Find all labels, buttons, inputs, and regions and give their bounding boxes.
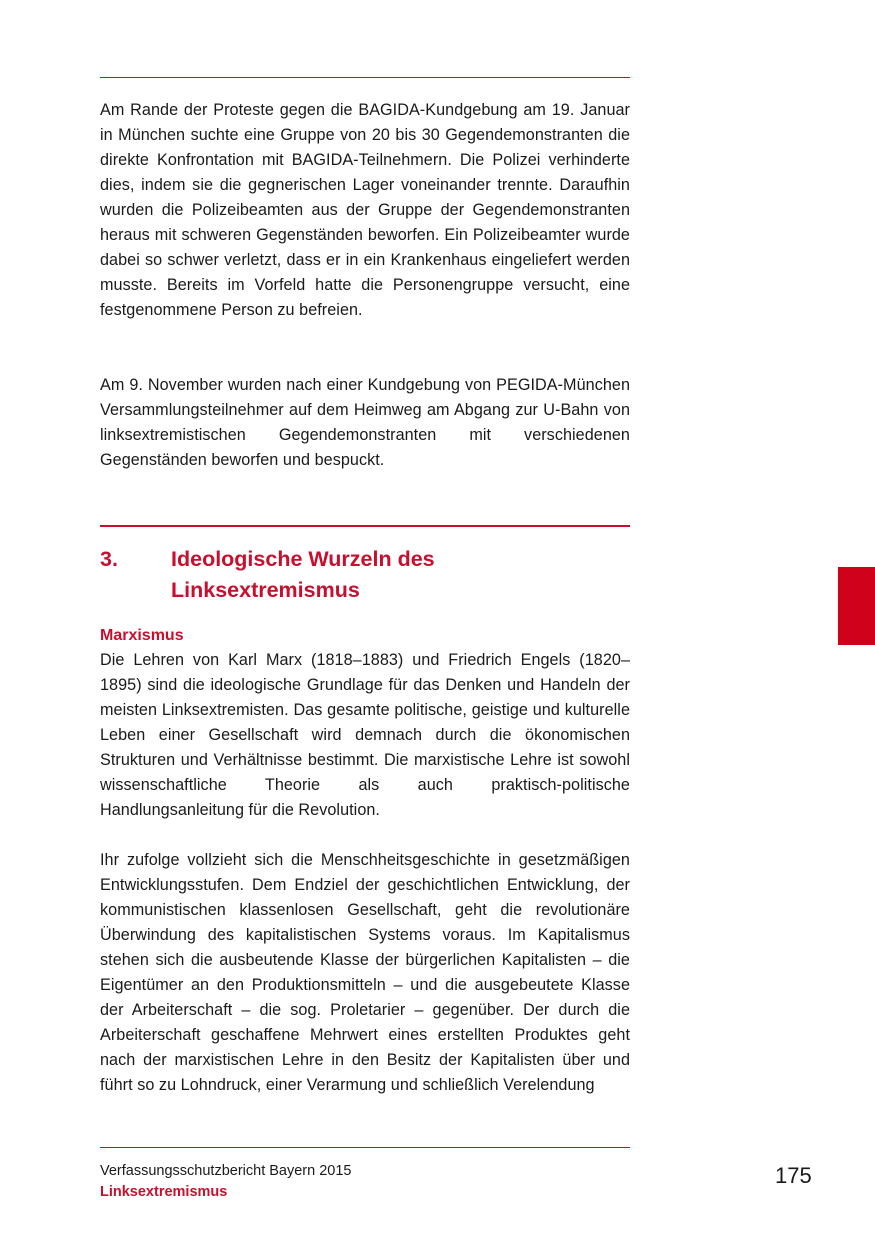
section-rule — [100, 525, 630, 527]
footer-rule — [100, 1147, 630, 1148]
paragraph-bagida: Am Rande der Proteste gegen die BAGIDA-Kundgebung am 19. Januar in München suchte eine Gruppe von 20 bis 30 Gegendemonstranten die direkte Konfrontation mit BAGIDA-Teilnehmern. Die Polizei verhinderte dies, indem sie die gegnerischen Lager voneinander trennte. Daraufhin wurden die Polizeibeamten aus der Gruppe der Gegendemonstranten heraus mit schweren Gegenständen beworfen. Ein Polizeibeamter wurde dabei so schwer verletzt, dass er in ein Krankenhaus eingeliefert werden musste. Bereits im Vorfeld hatte die Personengruppe versucht, eine festgenommene Person zu befreien. — [100, 101, 630, 319]
subheading-marxismus: Marxismus — [100, 627, 184, 644]
top-rule — [100, 77, 630, 78]
section-title — [171, 544, 611, 606]
page-number: 175 — [775, 1163, 812, 1188]
footer-publication: Verfassungsschutzbericht Bayern 2015 — [100, 1163, 352, 1179]
paragraph-marx-engels: Die Lehren von Karl Marx (1818–1883) und Friedrich Engels (1820–1895) sind die ideologische Grundlage für das Denken und Handeln der meisten Linksextremisten. Das gesamte politische, geistige und kulturelle Leben einer Gesellschaft wird demnach durch die ökonomischen Strukturen und Verhältnisse bestimmt. Die marxistische Lehre ist sowohl wissenschaftliche Theorie als auch praktisch-politische Handlungsanleitung für die Revolution. — [100, 651, 630, 819]
section-title-line1: Ideologische Wurzeln des — [171, 547, 435, 571]
section-title-line2: Linksextremismus — [171, 578, 360, 602]
section-number: 3. — [100, 547, 118, 571]
paragraph-menschheitsgeschichte: Ihr zufolge vollzieht sich die Menschheitsgeschichte in gesetzmäßigen Entwicklungsstufen. Dem Endziel der geschichtlichen Entwicklung, der kommunistischen klassenlosen Gesellschaft, geht die revolutionäre Überwindung des kapitalistischen Systems voraus. Im Kapitalismus stehen sich die ausbeutende Klasse der bürgerlichen Kapitalisten – die Eigentümer an den Produktionsmitteln – und die ausgebeutete Klasse der Arbeiterschaft – die sog. Proletarier – gegenüber. Der durch die Arbeiterschaft geschaffene Mehrwert eines erstellten Produktes geht nach der marxistischen Lehre in den Besitz der Kapitalisten über und führt so zu Lohndruck, einer Verarmung und schließlich Verelendung — [100, 851, 630, 1094]
chapter-tab-marker — [838, 567, 875, 645]
paragraph-pegida: Am 9. November wurden nach einer Kundgebung von PEGIDA-München Versammlungsteilnehmer auf dem Heimweg am Abgang zur U-Bahn von linksextremistischen Gegendemonstranten mit verschiedenen Gegenständen beworfen und bespuckt. — [100, 376, 630, 469]
footer-chapter: Linksextremismus — [100, 1184, 228, 1200]
